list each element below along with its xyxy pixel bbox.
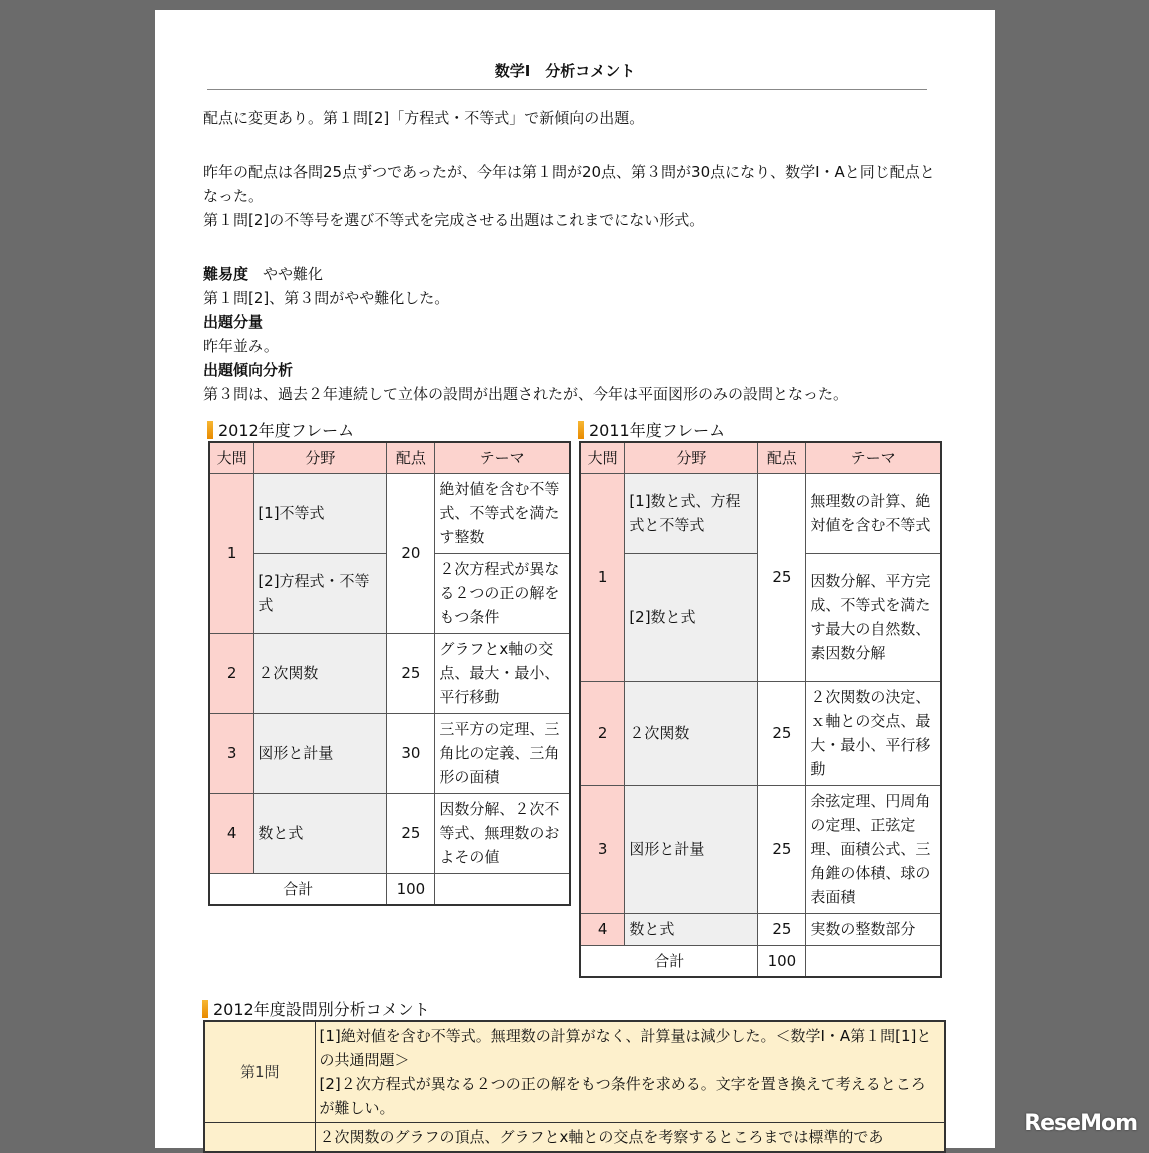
bar-icon — [578, 421, 584, 439]
field-cell: [2]数と式 — [625, 553, 758, 681]
trend-text: 第３問は、過去２年連続して立体の設問が出題されたが、今年は平面図形のみの設問となった。 — [203, 385, 849, 403]
caption-text: 2011年度フレーム — [589, 421, 726, 440]
table-row — [580, 681, 941, 785]
field-cell: ２次関数 — [254, 633, 387, 713]
difficulty-value: やや難化 — [263, 265, 324, 283]
volume-text: 昨年並み。 — [203, 337, 279, 355]
table-row — [580, 785, 941, 913]
caption-2012 — [207, 418, 354, 441]
q-cell: 2 — [209, 633, 254, 713]
divider — [207, 89, 927, 90]
q-cell: 3 — [209, 713, 254, 793]
field-cell: [2]方程式・不等式 — [254, 553, 387, 633]
table-row — [209, 633, 570, 713]
theme-cell: 因数分解、２次不等式、無理数のおよその値 — [435, 793, 570, 873]
table-row — [209, 713, 570, 793]
total-label: 合計 — [580, 945, 758, 977]
empty-cell — [806, 945, 941, 977]
comment-cell: ２次関数のグラフの頂点、グラフとx軸との交点を考察するところまでは標準的であ — [315, 1123, 945, 1153]
trend-heading: 出題傾向分析 — [203, 361, 294, 379]
q-cell: 2 — [580, 681, 625, 785]
header-cell: 大問 — [580, 442, 625, 473]
field-cell: 図形と計量 — [625, 785, 758, 913]
difficulty-text: 第１問[2]、第３問がやや難化した。 — [203, 289, 450, 307]
field-cell: 数と式 — [625, 913, 758, 945]
caption-text: 2012年度フレーム — [218, 421, 355, 440]
field-cell: [1]数と式、方程式と不等式 — [625, 473, 758, 553]
document-page — [155, 10, 995, 1148]
points-cell: 25 — [758, 913, 806, 945]
difficulty-heading — [203, 262, 943, 286]
caption-text: 2012年度設問別分析コメント — [213, 1000, 430, 1019]
question-label: 第1問 — [204, 1021, 315, 1123]
q-cell: 1 — [209, 473, 254, 633]
points-cell: 20 — [387, 473, 435, 633]
total-row — [209, 873, 570, 905]
caption-comments — [202, 997, 430, 1020]
theme-cell: 無理数の計算、絶対値を含む不等式 — [806, 473, 941, 553]
points-cell: 30 — [387, 713, 435, 793]
field-cell: 数と式 — [254, 793, 387, 873]
field-cell: 図形と計量 — [254, 713, 387, 793]
table-row — [580, 473, 941, 553]
difficulty-label: 難易度 — [203, 265, 264, 283]
header-cell: 配点 — [758, 442, 806, 473]
theme-cell: 三平方の定理、三角比の定義、三角形の面積 — [435, 713, 570, 793]
theme-cell: 因数分解、平方完成、不等式を満たす最大の自然数、素因数分解 — [806, 553, 941, 681]
header-cell: 大問 — [209, 442, 254, 473]
caption-2011 — [578, 418, 725, 441]
frame-table-2012 — [208, 441, 571, 906]
bar-icon — [207, 421, 213, 439]
comment-line: [1]絶対値を含む不等式。無理数の計算がなく、計算量は減少した。＜数学I・A第１問[1]との共通問題＞ — [319, 1027, 932, 1069]
total-row — [580, 945, 941, 977]
header-cell: 配点 — [387, 442, 435, 473]
theme-cell: ２次方程式が異なる２つの正の解をもつ条件 — [435, 553, 570, 633]
score-paragraph: 昨年の配点は各問25点ずつであったが、今年は第１問が20点、第３問が30点になり、数学I・Aと同じ配点となった。 — [203, 163, 935, 205]
table-row — [580, 913, 941, 945]
points-cell: 25 — [387, 793, 435, 873]
points-cell: 25 — [758, 681, 806, 785]
table-row — [204, 1021, 945, 1123]
q-cell: 4 — [209, 793, 254, 873]
table-row — [209, 473, 570, 553]
theme-cell: 実数の整数部分 — [806, 913, 941, 945]
q-cell: 3 — [580, 785, 625, 913]
header-cell: 分野 — [625, 442, 758, 473]
points-cell: 25 — [387, 633, 435, 713]
theme-cell: 絶対値を含む不等式、不等式を満たす整数 — [435, 473, 570, 553]
total-value: 100 — [387, 873, 435, 905]
volume-heading: 出題分量 — [203, 313, 264, 331]
lead-text: 配点に変更あり。第１問[2]「方程式・不等式」で新傾向の出題。 — [203, 109, 645, 127]
bar-icon — [202, 1000, 208, 1018]
total-label: 合計 — [209, 873, 387, 905]
points-cell: 25 — [758, 473, 806, 681]
empty-cell — [435, 873, 570, 905]
frame-table-2011 — [579, 441, 942, 978]
points-cell: 25 — [758, 785, 806, 913]
page-title: 数学I 分析コメント — [494, 62, 636, 80]
table-row — [209, 793, 570, 873]
header-cell: テーマ — [806, 442, 941, 473]
format-paragraph: 第１問[2]の不等号を選び不等式を完成させる出題はこれまでにない形式。 — [203, 211, 705, 229]
header-cell: 分野 — [254, 442, 387, 473]
field-cell: ２次関数 — [625, 681, 758, 785]
field-cell: [1]不等式 — [254, 473, 387, 553]
comment-line: [2]２次方程式が異なる２つの正の解をもつ条件を求める。文字を置き換えて考えるところが難しい。 — [319, 1075, 926, 1117]
q-cell: 4 — [580, 913, 625, 945]
theme-cell: ２次関数の決定、ｘ軸との交点、最大・最小、平行移動 — [806, 681, 941, 785]
comment-table — [203, 1020, 946, 1153]
resemom-logo: ReseMom — [1024, 1111, 1137, 1136]
theme-cell: グラフとx軸の交点、最大・最小、平行移動 — [435, 633, 570, 713]
q-cell: 1 — [580, 473, 625, 681]
theme-cell: 余弦定理、円周角の定理、正弦定理、面積公式、三角錐の体積、球の表面積 — [806, 785, 941, 913]
comment-cell — [315, 1021, 945, 1123]
header-cell: テーマ — [435, 442, 570, 473]
total-value: 100 — [758, 945, 806, 977]
